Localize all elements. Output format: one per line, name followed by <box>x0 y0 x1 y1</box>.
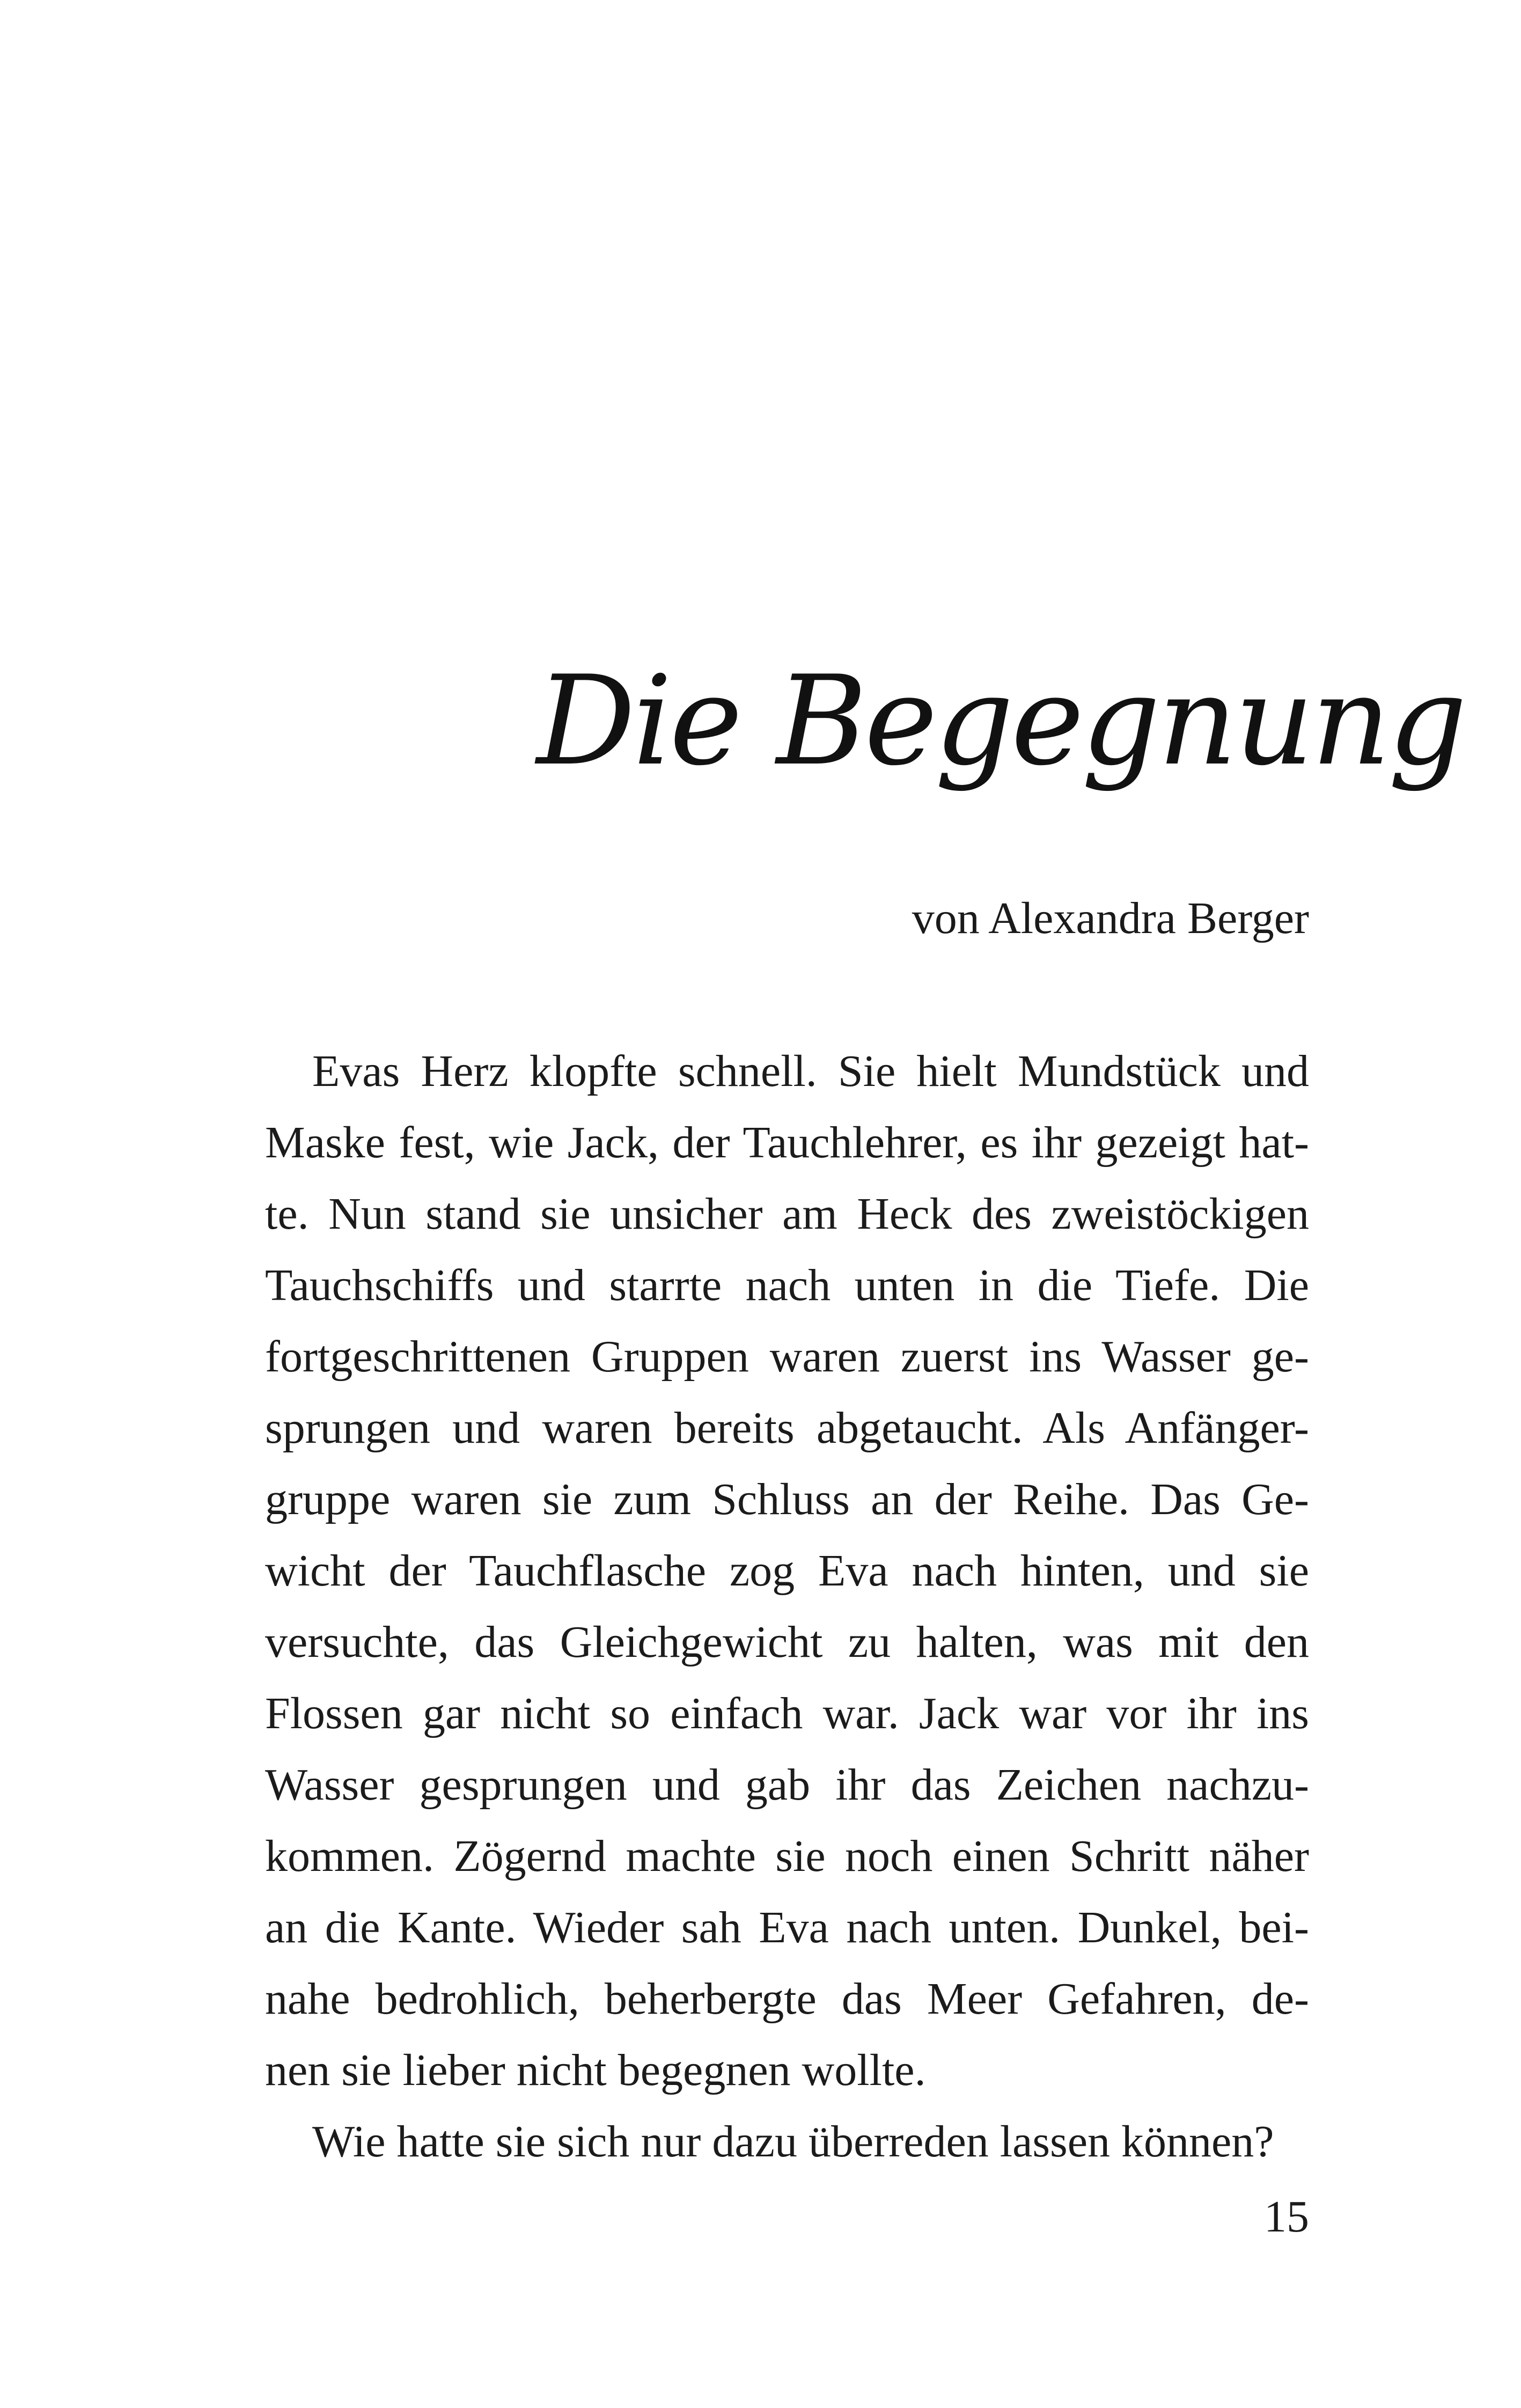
text-line: gruppe waren sie zum Schluss an der Reihe. Das Ge- <box>265 1474 1309 1524</box>
text-line: Flossen gar nicht so einfach war. Jack war vor ihr ins <box>265 1688 1309 1738</box>
chapter-title: Die Begegnung <box>537 650 1465 793</box>
text-line: versuchte, das Gleichgewicht zu halten, was mit den <box>265 1617 1309 1667</box>
chapter-author: von Alexandra Berger <box>912 893 1309 943</box>
text-line: sprungen und waren bereits abgetaucht. Als Anfänger- <box>265 1403 1309 1453</box>
text-line: nen sie lieber nicht begegnen wollte. <box>265 2045 926 2095</box>
text-line: Tauchschiffs und starrte nach unten in die Tiefe. Die <box>265 1260 1309 1310</box>
text-line: kommen. Zögernd machte sie noch einen Schritt näher <box>265 1831 1309 1881</box>
text-line: Wie hatte sie sich nur dazu überreden lassen können? <box>312 2117 1274 2167</box>
text-line: wicht der Tauchflasche zog Eva nach hinten, und sie <box>265 1546 1309 1596</box>
page-number: 15 <box>1264 2192 1309 2242</box>
body-text <box>265 1036 1309 2177</box>
text-line: an die Kante. Wieder sah Eva nach unten. Dunkel, bei- <box>265 1903 1309 1952</box>
text-line: nahe bedrohlich, beherbergte das Meer Gefahren, de- <box>265 1974 1309 2024</box>
text-line: Evas Herz klopfte schnell. Sie hielt Mundstück und <box>312 1046 1309 1096</box>
text-line: Wasser gesprungen und gab ihr das Zeichen nachzu- <box>265 1760 1309 1810</box>
text-line: fortgeschrittenen Gruppen waren zuerst ins Wasser ge- <box>265 1332 1309 1382</box>
text-line: Maske fest, wie Jack, der Tauchlehrer, es ihr gezeigt hat- <box>265 1118 1309 1168</box>
text-line: te. Nun stand sie unsicher am Heck des zweistöckigen <box>265 1189 1309 1239</box>
